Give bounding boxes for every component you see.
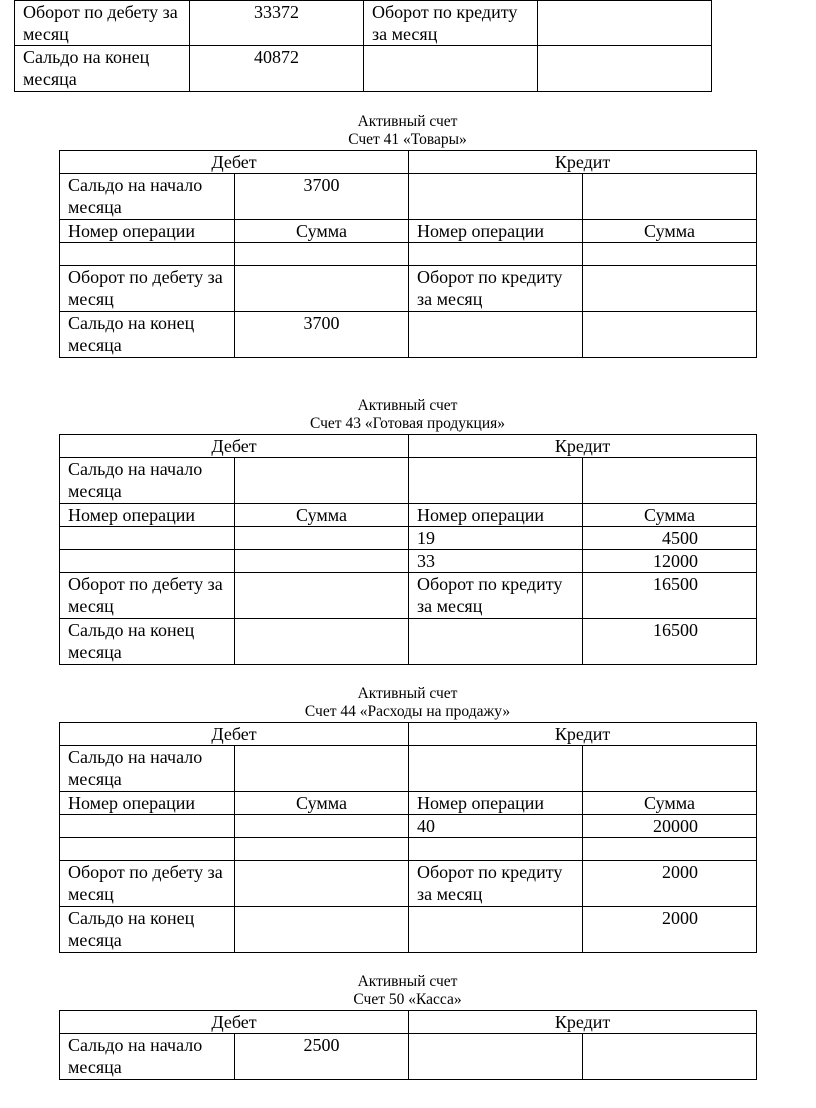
- empty-cell: [409, 458, 583, 504]
- debit-header: Дебет: [60, 723, 409, 746]
- turnover-credit-label: Оборот по кредиту за месяц: [409, 861, 583, 907]
- turnover-credit-value: 2000: [583, 861, 757, 907]
- op-number: [60, 550, 235, 573]
- empty-cell: [409, 1034, 583, 1080]
- opening-balance-label: Сальдо на начало месяца: [60, 458, 235, 504]
- empty-cell: [583, 174, 757, 220]
- table-row: [60, 838, 757, 861]
- opening-balance-label: Сальдо на начало месяца: [60, 1034, 235, 1080]
- sum-header: Сумма: [235, 792, 409, 815]
- account-title: Счет 44 «Расходы на продажу»: [304, 703, 511, 720]
- opening-balance-label: Сальдо на начало месяца: [60, 174, 235, 220]
- op-number-header: Номер операции: [409, 792, 583, 815]
- account-table-50: [59, 1010, 757, 1080]
- turnover-credit-label: Оборот по кредиту за месяц: [364, 1, 538, 46]
- account-table-43: [59, 434, 757, 665]
- sum-header: Сумма: [235, 220, 409, 243]
- debit-header: Дебет: [60, 151, 409, 174]
- closing-balance-label: Сальдо на конец месяца: [60, 907, 235, 953]
- turnover-debit-value: 33372: [190, 1, 364, 46]
- sum-header: Сумма: [235, 504, 409, 527]
- credit-header: Кредит: [409, 435, 757, 458]
- sum-header: Сумма: [583, 792, 757, 815]
- op-sum: 4500: [583, 527, 757, 550]
- closing-debit-value: 3700: [235, 312, 409, 358]
- turnover-debit-label: Оборот по дебету за месяц: [15, 1, 190, 46]
- op-number: 40: [409, 815, 583, 838]
- empty-cell: [583, 746, 757, 792]
- op-number: [409, 243, 583, 266]
- credit-header: Кредит: [409, 151, 757, 174]
- sum-header: Сумма: [583, 504, 757, 527]
- op-sum: [235, 838, 409, 861]
- op-number: 33: [409, 550, 583, 573]
- empty-cell: [583, 458, 757, 504]
- op-number-header: Номер операции: [409, 220, 583, 243]
- op-sum: [235, 550, 409, 573]
- turnover-debit-label: Оборот по дебету за месяц: [60, 266, 235, 312]
- op-sum: [235, 815, 409, 838]
- account-title: Счет 50 «Касса»: [353, 991, 462, 1008]
- account-kind: Активный счет: [357, 973, 458, 990]
- turnover-credit-label: Оборот по кредиту за месяц: [409, 573, 583, 619]
- empty-cell: [409, 746, 583, 792]
- op-sum: [235, 243, 409, 266]
- op-number: [60, 815, 235, 838]
- table-row: [60, 815, 757, 838]
- closing-credit-value: [583, 312, 757, 358]
- turnover-credit-value: [583, 266, 757, 312]
- op-number: 19: [409, 527, 583, 550]
- account-caption: [59, 685, 756, 721]
- credit-header: Кредит: [409, 1011, 757, 1034]
- table-row: [60, 243, 757, 266]
- empty-cell: [538, 46, 712, 92]
- account-table-44: [59, 722, 757, 953]
- account-caption: [59, 397, 756, 433]
- turnover-credit-value: 16500: [583, 573, 757, 619]
- closing-debit-value: [235, 907, 409, 953]
- account-kind: Активный счет: [357, 113, 458, 130]
- credit-header: Кредит: [409, 723, 757, 746]
- table-row: [60, 527, 757, 550]
- turnover-debit-label: Оборот по дебету за месяц: [60, 861, 235, 907]
- empty-cell: [364, 46, 538, 92]
- top-table: [14, 0, 712, 92]
- account-caption: [59, 113, 756, 149]
- account-kind: Активный счет: [357, 685, 458, 702]
- sum-header: Сумма: [583, 220, 757, 243]
- account-title: Счет 41 «Товары»: [348, 131, 467, 148]
- op-number: [409, 838, 583, 861]
- op-number: [60, 243, 235, 266]
- account-table-41: [59, 150, 757, 358]
- turnover-credit-label: Оборот по кредиту за месяц: [409, 266, 583, 312]
- turnover-debit-value: [235, 266, 409, 312]
- empty-cell: [583, 1034, 757, 1080]
- empty-cell: [409, 312, 583, 358]
- turnover-debit-value: [235, 861, 409, 907]
- closing-debit-value: [235, 619, 409, 665]
- closing-credit-value: 16500: [583, 619, 757, 665]
- debit-header: Дебет: [60, 435, 409, 458]
- table-row: [60, 550, 757, 573]
- opening-balance-value: 3700: [235, 174, 409, 220]
- closing-credit-value: 2000: [583, 907, 757, 953]
- account-title: Счет 43 «Готовая продукция»: [309, 415, 506, 432]
- closing-balance-value: 40872: [190, 46, 364, 92]
- empty-cell: [409, 907, 583, 953]
- op-sum: [583, 838, 757, 861]
- empty-cell: [409, 174, 583, 220]
- turnover-credit-value: [538, 1, 712, 46]
- empty-cell: [409, 619, 583, 665]
- op-number-header: Номер операции: [409, 504, 583, 527]
- opening-balance-value: [235, 458, 409, 504]
- op-sum: [235, 527, 409, 550]
- opening-balance-label: Сальдо на начало месяца: [60, 746, 235, 792]
- turnover-debit-label: Оборот по дебету за месяц: [60, 573, 235, 619]
- opening-balance-value: 2500: [235, 1034, 409, 1080]
- closing-balance-label: Сальдо на конец месяца: [15, 46, 190, 92]
- op-number-header: Номер операции: [60, 220, 235, 243]
- op-sum: 12000: [583, 550, 757, 573]
- op-sum: 20000: [583, 815, 757, 838]
- account-kind: Активный счет: [357, 397, 458, 414]
- op-sum: [583, 243, 757, 266]
- account-caption: [59, 973, 756, 1009]
- closing-balance-label: Сальдо на конец месяца: [60, 619, 235, 665]
- op-number: [60, 838, 235, 861]
- turnover-debit-value: [235, 573, 409, 619]
- debit-header: Дебет: [60, 1011, 409, 1034]
- op-number-header: Номер операции: [60, 792, 235, 815]
- opening-balance-value: [235, 746, 409, 792]
- op-number-header: Номер операции: [60, 504, 235, 527]
- op-number: [60, 527, 235, 550]
- closing-balance-label: Сальдо на конец месяца: [60, 312, 235, 358]
